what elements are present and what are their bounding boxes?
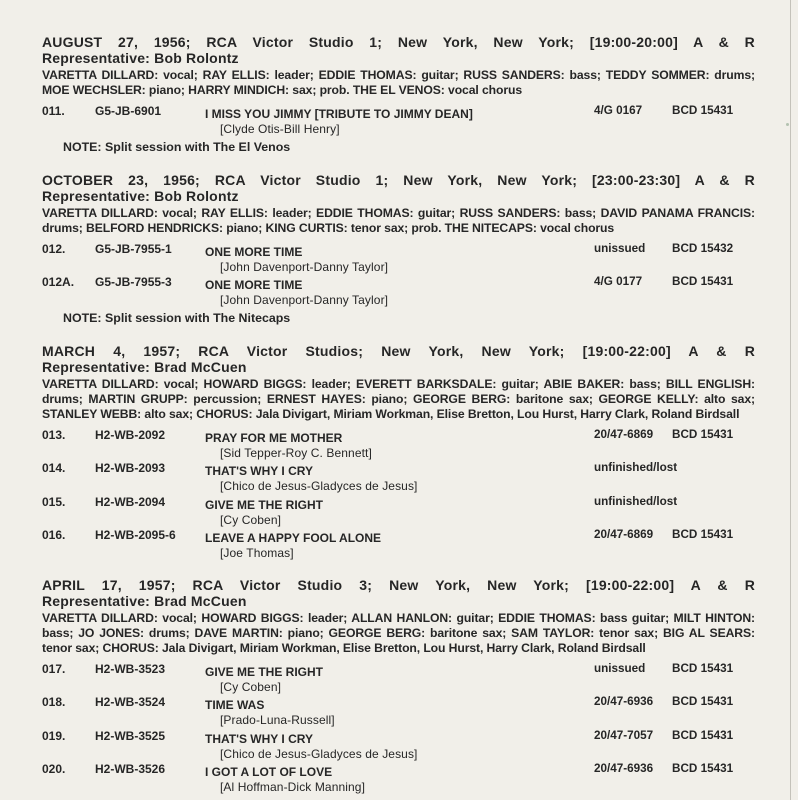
track-row <box>42 696 755 727</box>
track-list <box>42 663 755 794</box>
session-representative: Representative: Brad McCuen <box>42 358 247 375</box>
track-title: I MISS YOU JIMMY [TRIBUTE TO JIMMY DEAN] <box>205 107 473 121</box>
track-matrix: H2-WB-3523 <box>95 661 166 676</box>
track-composer: [John Davenport-Danny Taylor] <box>220 293 389 307</box>
track-title: THAT'S WHY I CRY <box>205 731 313 746</box>
session-october-23-1956 <box>42 172 755 326</box>
track-row <box>42 462 755 493</box>
track-matrix: H2-WB-3524 <box>95 695 166 709</box>
track-cd: BCD 15431 <box>672 661 734 675</box>
track-title: I GOT A LOT OF LOVE <box>205 765 333 779</box>
scan-page-edge <box>790 0 791 800</box>
track-title: ONE MORE TIME <box>205 244 303 259</box>
track-title-block <box>205 462 594 493</box>
session-representative: Representative: Bob Rolontz <box>42 50 239 66</box>
track-matrix: H2-WB-2094 <box>95 494 166 509</box>
track-row <box>42 529 755 560</box>
track-title: ONE MORE TIME <box>205 278 303 292</box>
scan-speck <box>786 123 789 126</box>
track-matrix: H2-WB-2092 <box>95 427 166 442</box>
track-composer: [John Davenport-Danny Taylor] <box>220 259 389 274</box>
track-row <box>42 663 755 694</box>
track-matrix: G5-JB-6901 <box>95 104 162 118</box>
track-title-block <box>205 496 594 527</box>
track-title-block <box>205 763 594 794</box>
session-personnel: VARETTA DILLARD: vocal; HOWARD BIGGS: leader; ALLAN HANLON: guitar; EDDIE THOMAS: bass guitar; MILT HINTON: bass; JO JONES: drums; DAVE MARTIN: piano; GEORGE BERG: baritone sax; SAM TAYLOR: tenor sax; BIG AL SEARS: tenor sax; CHORUS: Jala Divigart, Miriam Workman, Elise Bretton, Lou Hurst, Harry Clark, Roland Birdsall <box>42 610 755 655</box>
track-title: GIVE ME THE RIGHT <box>205 497 324 512</box>
track-composer: [Al Hoffman-Dick Manning] <box>220 780 365 794</box>
track-matrix: H2-WB-2093 <box>95 461 166 475</box>
track-title: GIVE ME THE RIGHT <box>205 664 324 679</box>
track-release: unissued <box>594 661 646 675</box>
track-row <box>42 496 755 527</box>
session-personnel: VARETTA DILLARD: vocal; RAY ELLIS: leader; EDDIE THOMAS: guitar; RUSS SANDERS: bass; TEDDY SOMMER: drums; MOE WECHSLER: piano; HARRY MINDICH: sax; prob. THE EL VENOS: vocal chorus <box>42 68 755 97</box>
track-matrix: H2-WB-3525 <box>95 728 166 743</box>
track-composer: [Sid Tepper-Roy C. Bennett] <box>220 445 372 460</box>
track-number: 012. <box>42 241 66 256</box>
track-title-block <box>205 663 594 694</box>
track-cd: BCD 15431 <box>672 695 734 708</box>
track-title-block <box>205 276 594 307</box>
track-title-block <box>205 429 594 460</box>
track-number: 011. <box>42 104 65 118</box>
track-composer: [Cy Coben] <box>220 679 282 694</box>
session-heading: MARCH 4, 1957; RCA Victor Studios; New York, New York; [19:00-22:00] A & R <box>42 342 755 359</box>
session-representative: Representative: Bob Rolontz <box>42 187 239 204</box>
track-release: unissued <box>594 241 646 255</box>
session-personnel: VARETTA DILLARD: vocal; RAY ELLIS: leader; EDDIE THOMAS: guitar; RUSS SANDERS: bass; DAVID PANAMA FRANCIS: drums; BELFORD HENDRICKS: piano; KING CURTIS: tenor sax; prob. THE NITECAPS: vocal chorus <box>42 205 755 235</box>
track-title: PRAY FOR ME MOTHER <box>205 430 343 445</box>
track-number: 015. <box>42 494 66 509</box>
track-matrix: H2-WB-2095-6 <box>95 528 176 542</box>
track-row <box>42 730 755 761</box>
track-title-block <box>205 243 594 274</box>
track-release: 20/47-6869 <box>594 528 654 541</box>
track-composer: [Clyde Otis-Bill Henry] <box>220 122 340 136</box>
track-list <box>42 243 755 307</box>
track-title: TIME WAS <box>205 698 265 712</box>
track-title-block <box>205 529 594 560</box>
track-title: LEAVE A HAPPY FOOL ALONE <box>205 531 382 545</box>
track-cd: BCD 15431 <box>672 104 734 117</box>
track-matrix: G5-JB-7955-3 <box>95 275 172 289</box>
track-release: 20/47-6936 <box>594 695 654 708</box>
track-number: 016. <box>42 528 66 542</box>
track-row <box>42 105 755 136</box>
session-april-17-1957 <box>42 577 755 794</box>
track-composer: [Prado-Luna-Russell] <box>220 713 335 727</box>
session-personnel: VARETTA DILLARD: vocal; HOWARD BIGGS: leader; EVERETT BARKSDALE: guitar; ABIE BAKER: bass; BILL ENGLISH: drums; MARTIN GRUPP: percussion; ERNEST HAYES: piano; GEORGE BERG: baritone sax; GEORGE KELLY: alto sax; STANLEY WEBB: alto sax; CHORUS: Jala Divigart, Miriam Workman, Elise Bretton, Lou Hurst, Harry Clark, Roland Birdsall <box>42 376 755 421</box>
track-composer: [Joe Thomas] <box>220 546 294 560</box>
track-number: 020. <box>42 762 66 776</box>
track-cd: BCD 15431 <box>672 728 734 742</box>
track-release: 4/G 0177 <box>594 275 643 288</box>
track-list <box>42 105 755 136</box>
track-release: unfinished/lost <box>594 461 678 474</box>
track-number: 019. <box>42 728 66 743</box>
track-title: THAT'S WHY I CRY <box>205 464 313 478</box>
session-heading: APRIL 17, 1957; RCA Victor Studio 3; New York, New York; [19:00-22:00] A & R <box>42 576 755 593</box>
track-release: 4/G 0167 <box>594 104 643 117</box>
session-note: NOTE: Split session with The El Venos <box>63 139 291 154</box>
track-number: 017. <box>42 661 66 676</box>
track-title-block <box>205 105 594 136</box>
track-release: 20/47-7057 <box>594 728 654 742</box>
session-march-4-1957 <box>42 343 755 560</box>
track-title-block <box>205 696 594 727</box>
track-number: 013. <box>42 427 66 442</box>
track-number: 018. <box>42 695 66 709</box>
track-composer: [Cy Coben] <box>220 512 282 527</box>
session-august-27-1956 <box>42 34 755 155</box>
track-row <box>42 276 755 307</box>
track-release: unfinished/lost <box>594 494 678 508</box>
track-cd: BCD 15431 <box>672 528 734 541</box>
track-cd: BCD 15431 <box>672 762 734 775</box>
track-row <box>42 763 755 794</box>
track-row <box>42 243 755 274</box>
track-row <box>42 429 755 460</box>
track-number: 012A. <box>42 275 75 289</box>
track-cd: BCD 15431 <box>672 275 734 288</box>
track-cd: BCD 15432 <box>672 241 734 255</box>
track-list <box>42 429 755 560</box>
session-heading: OCTOBER 23, 1956; RCA Victor Studio 1; New York, New York; [23:00-23:30] A & R <box>42 171 755 188</box>
track-composer: [Chico de Jesus-Gladyces de Jesus] <box>220 479 418 493</box>
track-matrix: G5-JB-7955-1 <box>95 241 172 256</box>
track-composer: [Chico de Jesus-Gladyces de Jesus] <box>220 746 418 761</box>
session-representative: Representative: Brad McCuen <box>42 592 247 609</box>
track-cd: BCD 15431 <box>672 427 734 441</box>
session-heading: AUGUST 27, 1956; RCA Victor Studio 1; New York, New York; [19:00-20:00] A & R <box>42 34 755 50</box>
track-release: 20/47-6936 <box>594 762 654 775</box>
session-note: NOTE: Split session with The Nitecaps <box>63 310 291 325</box>
track-title-block <box>205 730 594 761</box>
track-matrix: H2-WB-3526 <box>95 762 166 776</box>
track-number: 014. <box>42 461 66 475</box>
track-release: 20/47-6869 <box>594 427 654 441</box>
